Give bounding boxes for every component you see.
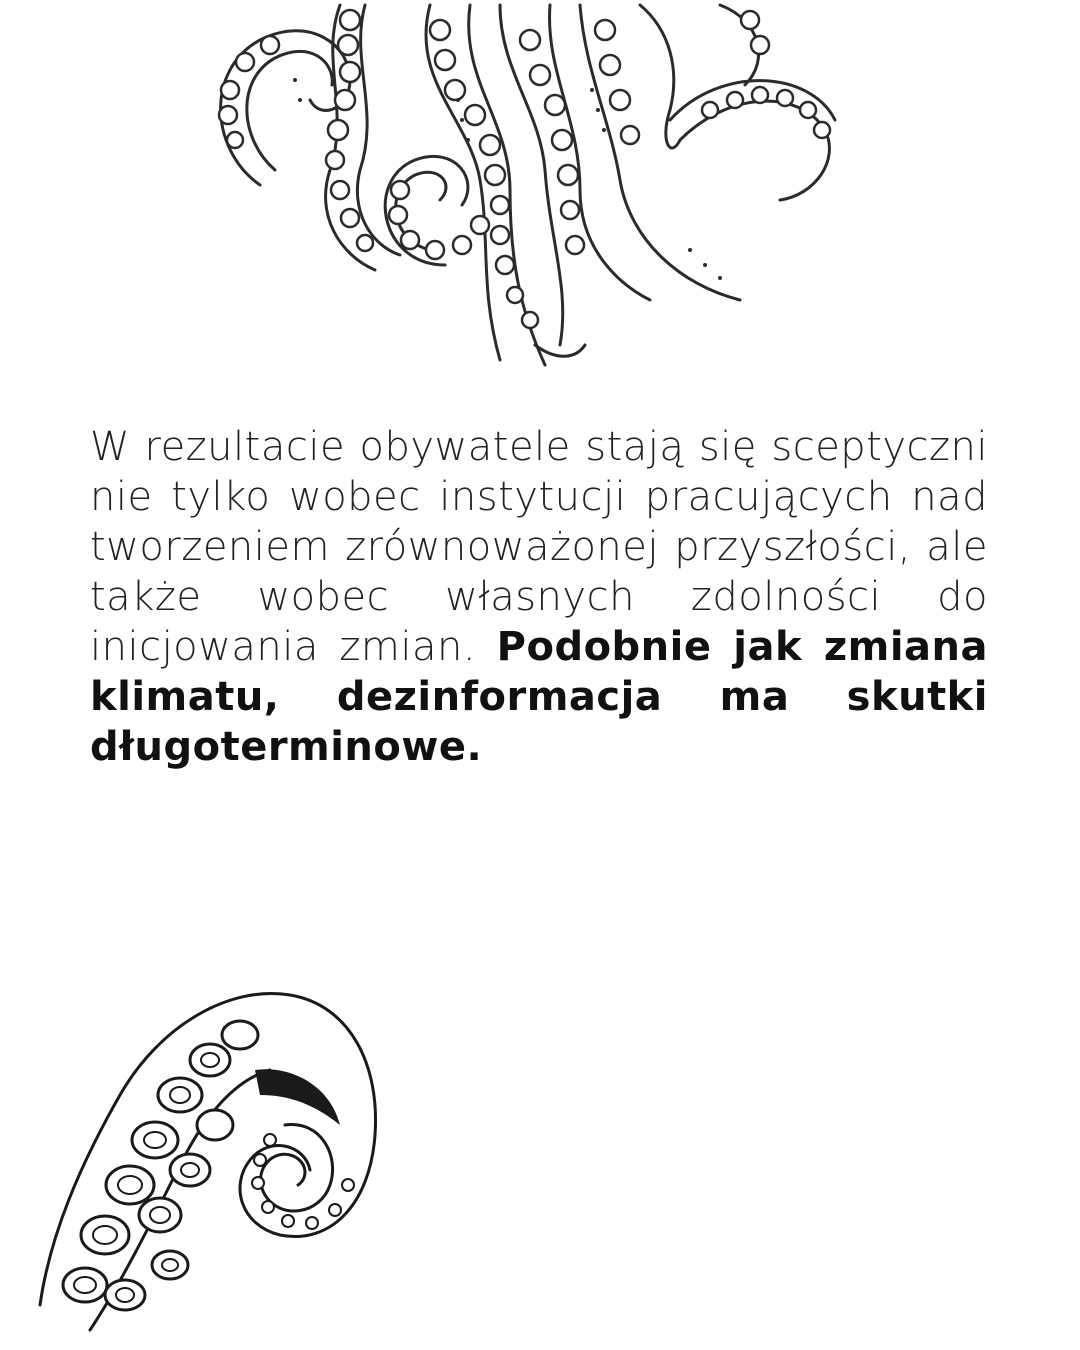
body-text-regular: W rezultacie obywatele stają się sceptyczni nie tylko wobec instytucji pracujących nad tworzeniem zrównoważonej przyszłości, ale także wobec własnych zdolności do inicjowania zmian.: [90, 424, 988, 670]
octopus-tentacles-icon: [200, 0, 850, 375]
body-text-bold: Podobnie jak zmiana klimatu, dezinformacja ma skutki długoterminowe.: [90, 624, 988, 770]
curled-tentacle-icon: [30, 985, 390, 1340]
body-paragraph: [90, 422, 988, 772]
